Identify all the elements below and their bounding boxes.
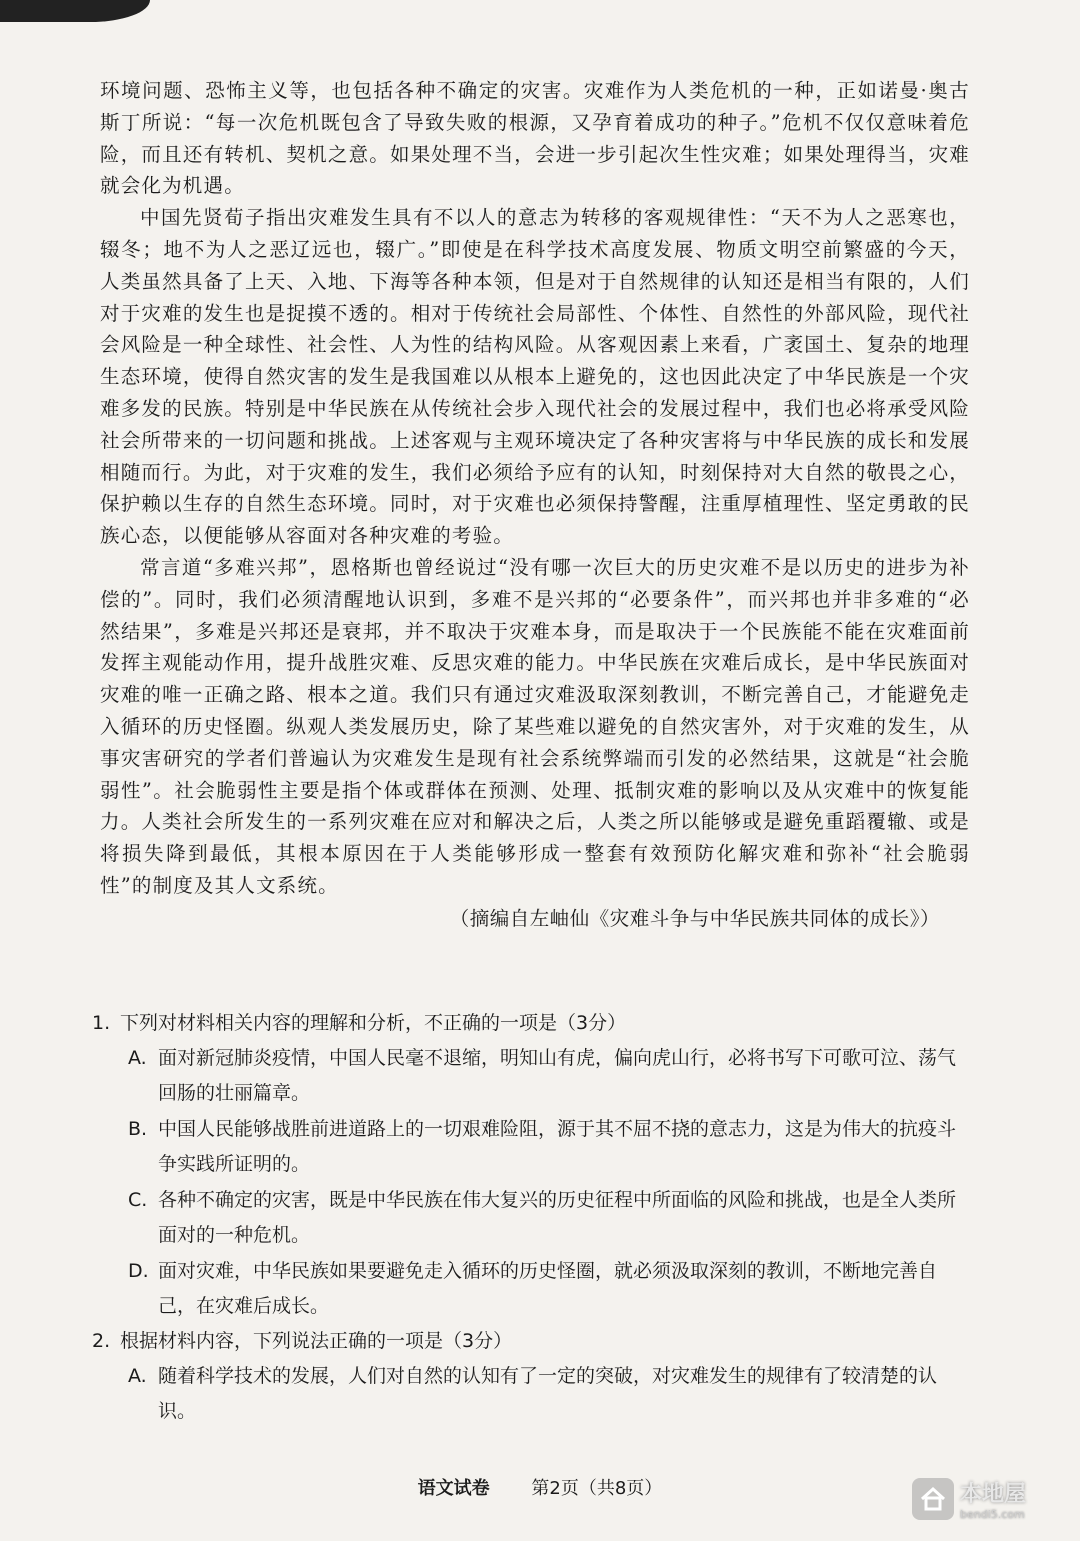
passage-paragraph-2: 中国先贤荀子指出灾难发生具有不以人的意志为转移的客观规律性：“天不为人之恶寒也，辍冬；地不为人之恶辽远也，辍广。”即使是在科学技术高度发展、物质文明空前繁盛的今天，人类虽然具备了上天、入地、下海等各种本领，但是对于自然规律的认知还是相当有限的，人们对于灾难的发生也是捉摸不透的。相对于传统社会局部性、个体性、自然性的外部风险，现代社会风险是一种全球性、社会性、人为性的结构风险。从客观因素上来看，广袤国土、复杂的地理生态环境，使得自然灾害的发生是我国难以从根本上避免的，这也因此决定了中华民族是一个灾难多发的民族。特别是中华民族在从传统社会步入现代社会的发展过程中，我们也必将承受风险社会所带来的一切问题和挑战。上述客观与主观环境决定了各种灾害将与中华民族的成长和发展相随而行。为此，对于灾难的发生，我们必须给予应有的认知，时刻保持对大自然的敬畏之心，保护赖以生存的自然生态环境。同时，对于灾难也必须保持警醒，注重厚植理性、坚定勇敢的民族心态，以便能够从容面对各种灾难的考验。 bbox=[100, 206, 970, 548]
footer-subject: 语文试卷 bbox=[417, 1478, 490, 1499]
question-number: 2. bbox=[92, 1330, 111, 1352]
question-1 bbox=[92, 1006, 962, 1324]
watermark-url: bendi5.com bbox=[960, 1508, 1025, 1521]
option-letter: B. bbox=[128, 1118, 148, 1140]
option-letter: C. bbox=[128, 1189, 148, 1211]
house-icon bbox=[912, 1478, 954, 1520]
scan-corner-shadow bbox=[0, 0, 150, 22]
option-c bbox=[92, 1183, 962, 1253]
option-a bbox=[92, 1041, 962, 1111]
option-letter: A. bbox=[128, 1047, 147, 1069]
question-number: 1. bbox=[92, 1012, 111, 1034]
passage-paragraph-1: 环境问题、恐怖主义等，也包括各种不确定的灾害。灾难作为人类危机的一种，正如诺曼·奥古斯丁所说：“每一次危机既包含了导致失败的根源，又孕育着成功的种子。”危机不仅仅意味着危险，而且还有转机、契机之意。如果处理不当，会进一步引起次生性灾难；如果处理得当，灾难就会化为机遇。 bbox=[100, 79, 970, 198]
option-text: 面对灾难，中华民族如果要避免走入循环的历史怪圈，就必须汲取深刻的教训，不断地完善自己，在灾难后成长。 bbox=[158, 1260, 938, 1317]
option-letter: A. bbox=[128, 1365, 147, 1387]
footer-page-number: 第2页（共8页） bbox=[531, 1478, 663, 1499]
option-text: 各种不确定的灾害，既是中华民族在伟大复兴的历史征程中所面临的风险和挑战，也是全人类所面对的一种危机。 bbox=[158, 1189, 957, 1246]
option-letter: D. bbox=[128, 1260, 149, 1282]
option-text: 中国人民能够战胜前进道路上的一切艰难险阻，源于其不屈不挠的意志力，这是为伟大的抗疫斗争实践所证明的。 bbox=[158, 1118, 957, 1175]
option-b bbox=[92, 1112, 962, 1182]
question-list bbox=[92, 1006, 962, 1429]
option-a bbox=[92, 1359, 962, 1429]
passage-source: （摘编自左岫仙《灾难斗争与中华民族共同体的成长》） bbox=[449, 906, 940, 930]
question-stem: 下列对材料相关内容的理解和分析，不正确的一项是（3分） bbox=[120, 1012, 627, 1034]
option-d bbox=[92, 1254, 962, 1324]
option-text: 面对新冠肺炎疫情，中国人民毫不退缩，明知山有虎，偏向虎山行，必将书写下可歌可泣、荡气回肠的壮丽篇章。 bbox=[158, 1047, 957, 1104]
reading-passage bbox=[100, 75, 970, 936]
option-text: 随着科学技术的发展，人们对自然的认知有了一定的突破，对灾难发生的规律有了较清楚的认识。 bbox=[158, 1365, 938, 1422]
question-2 bbox=[92, 1324, 962, 1429]
site-watermark bbox=[912, 1470, 1062, 1528]
passage-paragraph-3: 常言道“多难兴邦”，恩格斯也曾经说过“没有哪一次巨大的历史灾难不是以历史的进步为补偿的”。同时，我们必须清醒地认识到，多难不是兴邦的“必要条件”，而兴邦也并非多难的“必然结果”，多难是兴邦还是衰邦，并不取决于灾难本身，而是取决于一个民族能不能在灾难面前发挥主观能动作用，提升战胜灾难、反思灾难的能力。中华民族在灾难后成长，是中华民族面对灾难的唯一正确之路、根本之道。我们只有通过灾难汲取深刻教训，不断完善自己，才能避免走入循环的历史怪圈。纵观人类发展历史，除了某些难以避免的自然灾害外，对于灾难的发生，从事灾害研究的学者们普遍认为灾难发生是现有社会系统弊端而引发的必然结果，这就是“社会脆弱性”。社会脆弱性主要是指个体或群体在预测、处理、抵制灾难的影响以及从灾难中的恢复能力。人类社会所发生的一系列灾难在应对和解决之后，人类之所以能够或是避免重蹈覆辙、或是将损失降到最低，其根本原因在于人类能够形成一整套有效预防化解灾难和弥补“社会脆弱性”的制度及其人文系统。 bbox=[100, 555, 970, 897]
question-stem: 根据材料内容，下列说法正确的一项是（3分） bbox=[120, 1330, 513, 1352]
watermark-name: 本地屋 bbox=[960, 1482, 1027, 1507]
